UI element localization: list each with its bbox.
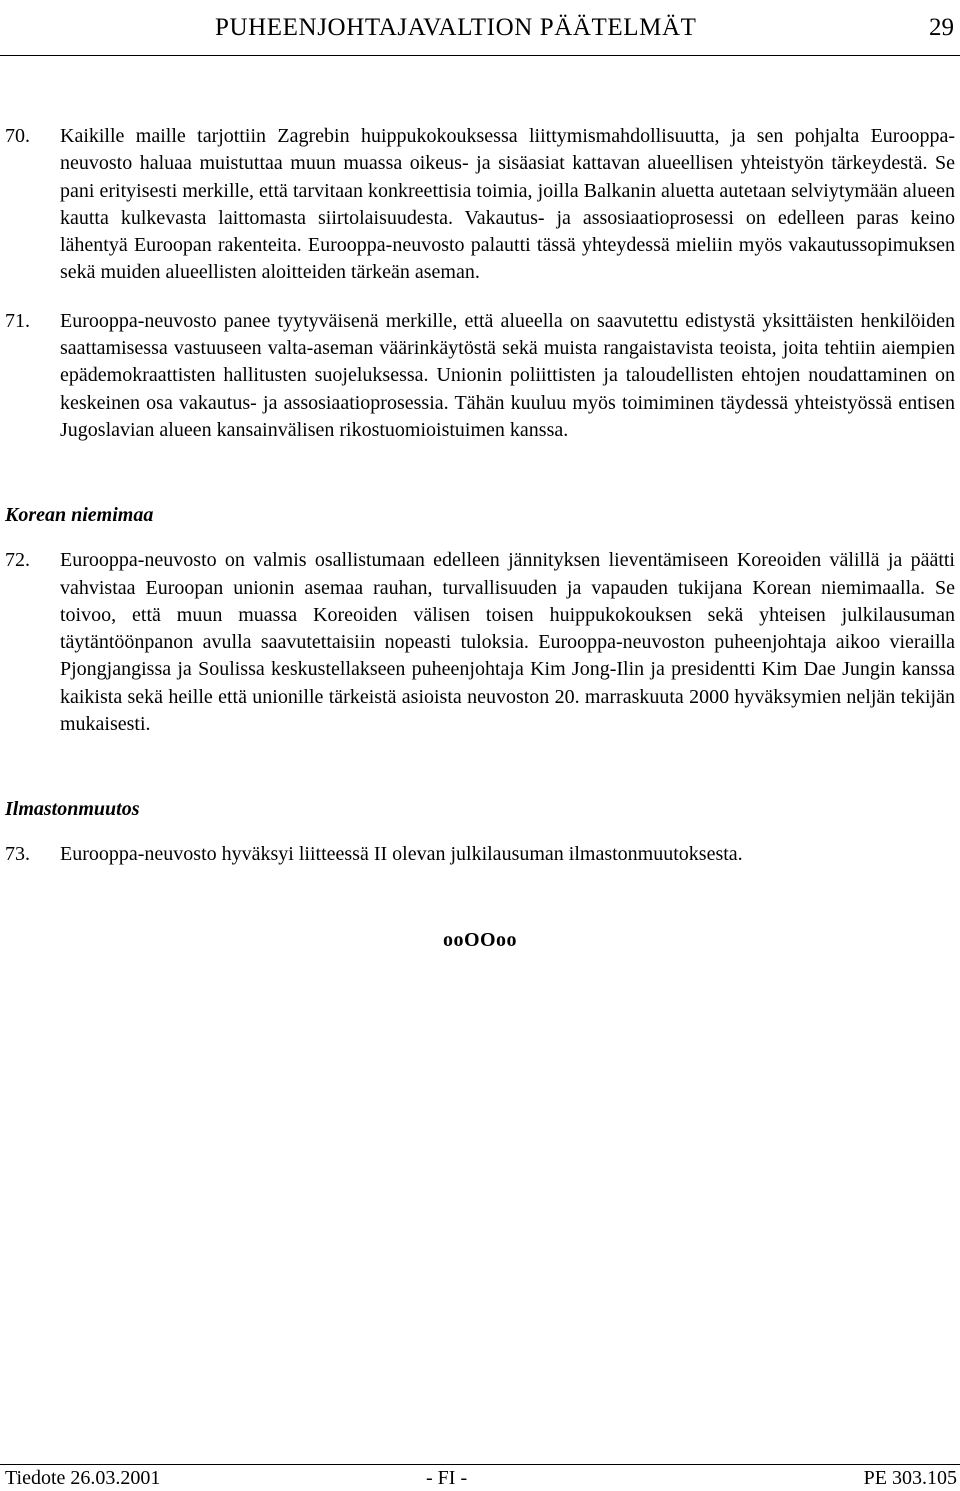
paragraph-number: 72. (5, 549, 30, 572)
paragraph-text: Eurooppa-neuvosto hyväksyi liitteessä II olevan julkilausuman ilmastonmuutoksesta. (60, 843, 743, 866)
paragraph-73 (5, 841, 955, 868)
paragraph-text: Eurooppa-neuvosto on valmis osallistumaan edelleen jännityksen lieventämiseen Koreoiden välillä ja päätti vahvistaa Euroopan unionin asemaa rauhan, turvallisuuden ja vapauden tukijana Korean niemimaalla. Se toivoo, että muun muassa Koreoiden välisen toisen huippukokouksen sekä yhteisen julkilausuman täytäntöönpanon avulla saavutettaisiin nopeasti tuloksia. Eurooppa-neuvoston puheenjohtaja aikoo vierailla Pjongjangissa ja Soulissa keskustellakseen puheenjohtaja Kim Jong-Ilin ja presidentti Kim Dae Jungin kanssa kaikista sekä heille että unionille tärkeistä asioista neuvoston 20. marraskuuta 2000 hyväksymien neljän tekijän mukaisesti. (60, 549, 955, 736)
press-release-date: Tiedote 26.03.2001 (5, 1467, 161, 1489)
document-title: PUHEENJOHTAJAVALTION PÄÄTELMÄT (215, 14, 697, 41)
document-body (5, 123, 955, 954)
paragraph-number: 71. (5, 309, 30, 332)
page-footer (0, 1466, 960, 1491)
footer-divider (0, 1464, 960, 1465)
header-divider (0, 55, 960, 56)
page-number: 29 (929, 14, 954, 41)
paragraph-number: 70. (5, 125, 30, 147)
paragraph-72 (5, 547, 955, 738)
paragraph-number: 73. (5, 843, 30, 866)
paragraph-text: Kaikille maille tarjottiin Zagrebin huippukokouksessa liittymismahdollisuutta, ja sen pohjalta Eurooppa-neuvosto haluaa muistuttaa muun muassa oikeus- ja sisäasiat kattavan alueellisen yhteistyön tärkeydestä. Se pani erityisesti merkille, että tarvitaan konkreettisia toimia, joilla Balkanin aluetta autetaan selviytymään alueen kautta kulkevasta laittomasta siirtolaisuudesta. Vakautus- ja assosiaatioprosessi on edelleen paras keino lähentyä Euroopan rakenteita. Eurooppa-neuvosto palautti tässä yhteydessä mieliin myös vakautussopimuksen sekä muiden alueellisten aloitteiden tärkeän aseman. (60, 125, 955, 284)
paragraph-text: Eurooppa-neuvosto panee tyytyväisenä merkille, että alueella on saavutettu edistystä yksittäisten henkilöiden saattamisessa vastuuseen valta-aseman väärinkäytöstä sekä muista rangaistavista teoista, joita tehtiin aiempien epädemokraattisten hallitusten suojeluksessa. Unionin poliittisten ja taloudellisten ehtojen noudattaminen on keskeinen osa vakautus- ja assosiaatioprosessia. Tähän kuuluu myös toimiminen täydessä yhteistyössä entisen Jugoslavian alueen kansainvälisen rikostuomioistuimen kanssa. (60, 309, 955, 441)
document-reference: PE 303.105 (863, 1467, 957, 1489)
paragraph-70 (5, 123, 955, 287)
section-heading-climate-change: Ilmastonmuutos (5, 798, 140, 821)
page-header (0, 0, 960, 56)
language-code: - FI - (426, 1467, 468, 1489)
end-of-text-mark: ooOOoo (442, 928, 518, 951)
section-heading-korean-peninsula: Korean niemimaa (5, 504, 154, 527)
paragraph-71 (5, 308, 955, 444)
